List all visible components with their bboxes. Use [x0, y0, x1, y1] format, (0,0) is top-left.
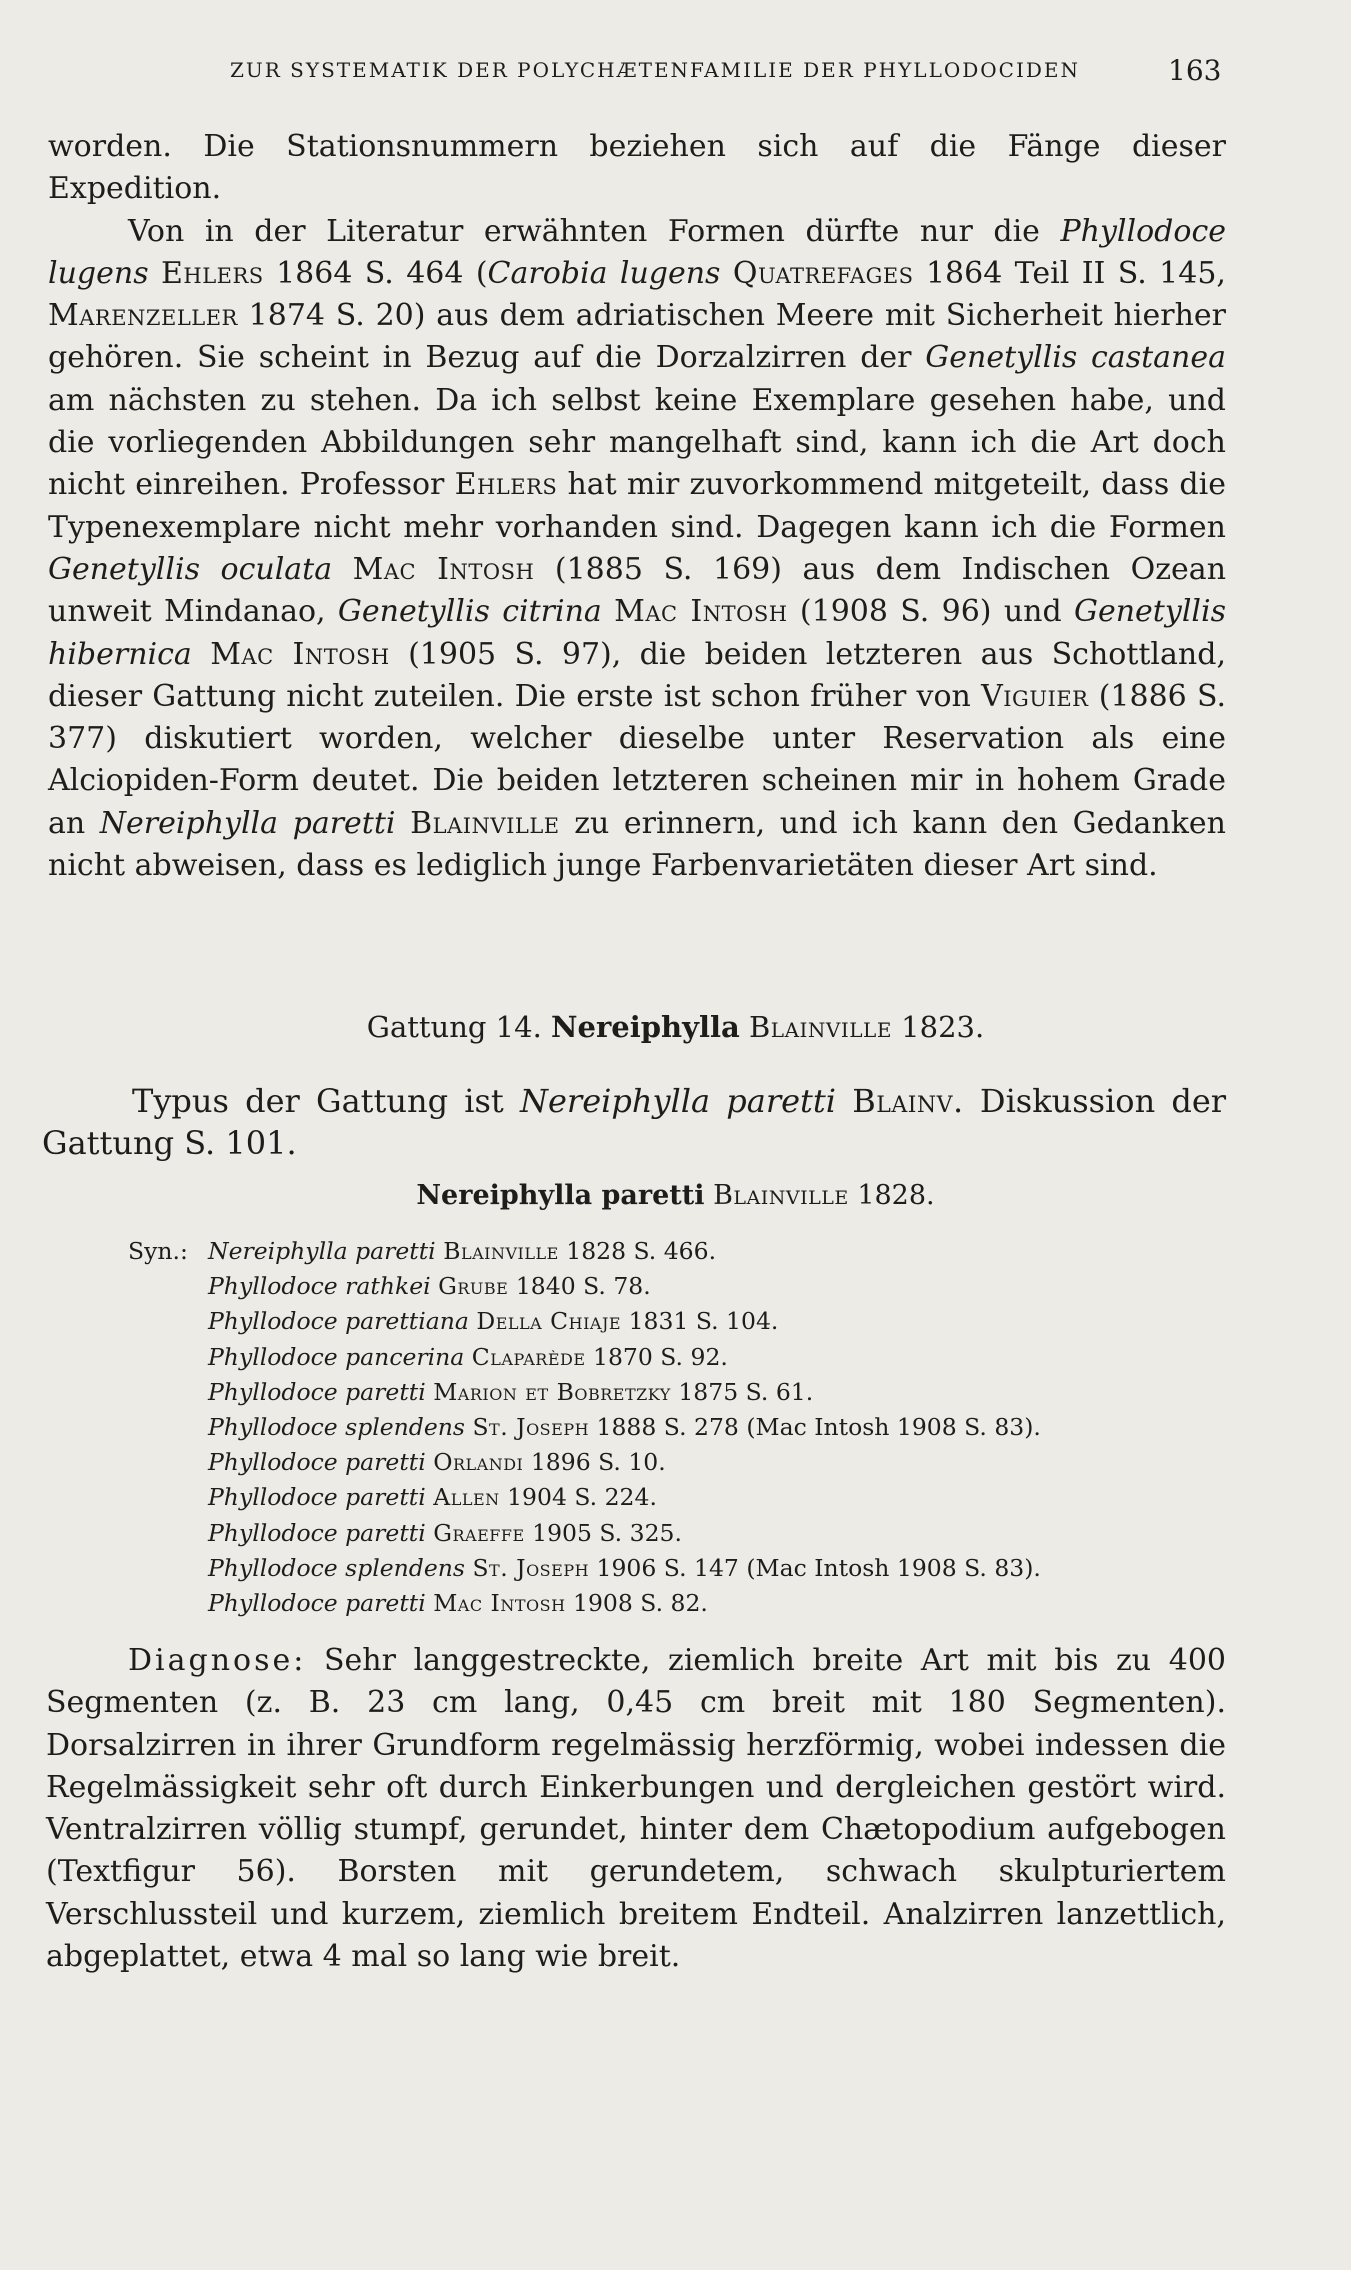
reference: 1896 S. 10. — [530, 1448, 666, 1477]
species-name: Phyllodoce paretti — [208, 1448, 426, 1477]
text-run: zu erinnern, und ich kann den Gedanken nicht abweisen, dass es lediglich junge Farbenvarietäten dieser Art sind. — [48, 805, 1226, 884]
text-run: 1864 Teil II S. 145, — [925, 255, 1226, 291]
synonym-entry — [128, 1480, 1228, 1515]
species-name: Phyllodoce splendens — [208, 1413, 465, 1442]
text-run: hat mir zuvorkommend mitgeteilt, dass die Typenexemplare nicht mehr vorhanden sind. Dagegen kann ich die Formen — [48, 467, 1226, 545]
synonym-label: Syn.: — [128, 1237, 188, 1265]
synonym-list — [128, 1234, 1228, 1621]
synonym-entry — [128, 1269, 1228, 1304]
author-name: St. Joseph — [472, 1553, 590, 1582]
species-name: Phyllodoce parettiana — [208, 1307, 469, 1336]
synonym-entry — [128, 1340, 1228, 1375]
author-name: Blainville — [410, 805, 560, 841]
genus-number: Gattung 14. — [366, 1010, 542, 1044]
species-name: Phyllodoce pancerina — [208, 1342, 465, 1371]
page-number: 163 — [1168, 54, 1222, 87]
text-run: Von in der Literatur erwähnten Formen dürfte nur die — [128, 213, 1040, 249]
author-name: Grube — [438, 1272, 509, 1301]
body-text — [48, 126, 1226, 887]
species-name: Phyllodoce paretti — [208, 1589, 426, 1618]
species-name: Genetyllis oculata — [48, 551, 333, 587]
reference: 1906 S. 147 (Mac Intosh 1908 S. 83). — [596, 1553, 1041, 1582]
synonym-entry — [128, 1445, 1228, 1480]
author-name: Quatrefages — [732, 255, 914, 291]
species-name: Nereiphylla paretti — [208, 1237, 436, 1265]
synonym-entry — [128, 1551, 1228, 1586]
reference: 1831 S. 104. — [628, 1307, 779, 1336]
text-run: (1885 S. 169) aus dem Indischen Ozean unweit Mindanao, — [48, 551, 1227, 630]
reference: 1888 S. 278 (Mac Intosh 1908 S. 83). — [596, 1413, 1041, 1442]
author-name: Graeffe — [433, 1518, 525, 1547]
author-name: Marenzeller — [48, 298, 238, 334]
diagnosis-paragraph — [46, 1640, 1226, 1978]
author-name: Mac Intosh — [352, 551, 535, 587]
species-name: Nereiphylla paretti — [99, 805, 396, 841]
species-name: Genetyllis castanea — [925, 340, 1226, 376]
species-name: Phyllodoce paretti — [208, 1518, 426, 1547]
author-name: Mac Intosh — [433, 1589, 566, 1618]
species-name: Phyllodoce lugens — [48, 213, 1226, 291]
species-name: Phyllodoce rathkei — [208, 1272, 431, 1301]
species-name: Genetyllis citrina — [337, 594, 602, 630]
synonym-entry — [128, 1410, 1228, 1445]
author-name: Marion et Bobretzky — [433, 1377, 671, 1406]
diagnosis-label: Diagnose: — [128, 1643, 307, 1678]
text-run: (1905 S. 97), die beiden letzteren aus Schottland, dieser Gattung nicht zuteilen. Die erste ist schon früher von — [48, 636, 1226, 714]
reference: 1828 S. 466. — [566, 1237, 717, 1265]
author-name: Ehlers — [454, 467, 558, 503]
year: 1823. — [901, 1010, 985, 1044]
species-name: Phyllodoce paretti — [208, 1377, 426, 1406]
paragraph-2 — [48, 211, 1226, 888]
author-name: Blainv. — [852, 1082, 964, 1120]
author-name: Blainville — [749, 1010, 892, 1044]
text-run: Diskussion der Gattung S. 101. — [42, 1082, 1227, 1162]
reference: 1875 S. 61. — [678, 1377, 814, 1406]
species-name: Phyllodoce splendens — [208, 1553, 465, 1582]
species-name: Phyllodoce paretti — [208, 1483, 426, 1512]
author-name: St. Joseph — [472, 1413, 590, 1442]
author-name: Blainville — [443, 1237, 559, 1265]
species-name: Nereiphylla paretti — [416, 1180, 705, 1211]
text-run: 1874 S. 20) aus dem adriatischen Meere mit Sicherheit hierher gehören. Sie scheint in Bezug auf die Dorzalzirren der — [48, 298, 1226, 376]
text-run: (1908 S. 96) und — [799, 594, 1062, 630]
reference: 1840 S. 78. — [515, 1272, 651, 1301]
author-name: Allen — [433, 1483, 500, 1512]
reference: 1908 S. 82. — [573, 1589, 708, 1618]
species-name: Nereiphylla paretti — [519, 1082, 837, 1120]
genus-heading — [0, 1010, 1351, 1044]
text-run: Typus der Gattung ist — [132, 1082, 504, 1120]
running-head: ZUR SYSTEMATIK DER POLYCHÆTENFAMILIE DER PHYLLODOCIDEN — [230, 58, 1081, 82]
reference: 1870 S. 92. — [593, 1342, 728, 1371]
species-name: Genetyllis hibernica — [48, 594, 1226, 672]
text-run: 1864 S. 464 ( — [276, 255, 488, 291]
year: 1828. — [857, 1180, 935, 1211]
author-name: Orlandi — [433, 1448, 524, 1477]
author-name: Mac Intosh — [210, 636, 390, 672]
reference: 1904 S. 224. — [507, 1483, 657, 1512]
synonym-entry — [128, 1304, 1228, 1339]
species-name: Carobia lugens — [487, 255, 721, 291]
reference: 1905 S. 325. — [532, 1518, 682, 1547]
synonym-entry — [128, 1516, 1228, 1551]
paragraph-1: worden. Die Stationsnummern beziehen sich auf die Fänge dieser Expedition. — [48, 129, 1226, 207]
author-name: Mac Intosh — [614, 594, 788, 630]
text-run: am nächsten zu stehen. Da ich selbst keine Exemplare gesehen habe, und die vorliegenden Abbildungen sehr mangelhaft sind, kann ich die Art doch nicht einreihen. Professor — [48, 382, 1226, 503]
genus-name: Nereiphylla — [551, 1010, 740, 1044]
synonym-entry — [128, 1375, 1228, 1410]
synonym-entry — [128, 1586, 1228, 1621]
text-run: (1886 S. 377) diskutiert worden, welcher dieselbe unter Reservation als eine Alciopiden-Form deutet. Die beiden letzteren scheinen mir in hohem Grade an — [48, 678, 1226, 841]
author-name: Claparède — [471, 1342, 586, 1371]
author-name: Ehlers — [160, 255, 264, 291]
diagnosis-text: Sehr langgestreckte, ziemlich breite Art mit bis zu 400 Segmenten (z. B. 23 cm lang, 0,45 cm breit mit 180 Segmenten). Dorsalzirren in ihrer Grundform regelmässig herzförmig, wobei indessen die Regelmässigkeit sehr oft durch Einkerbungen und dergleichen gestört wird. Ventralzirren völlig stumpf, gerundet, hinter dem Chætopodium aufgebogen (Textfigur 56). Borsten mit gerundetem, schwach skulpturiertem Verschlussteil und kurzem, ziemlich breitem Endteil. Analzirren lanzettlich, abgeplattet, etwa 4 mal so lang wie breit. — [46, 1643, 1226, 1975]
author-name: Viguier — [981, 678, 1089, 714]
synonym-entry — [128, 1234, 1228, 1269]
author-name: Blainville — [713, 1180, 849, 1211]
author-name: Della Chiaje — [476, 1307, 622, 1336]
species-heading — [0, 1180, 1351, 1211]
typus-paragraph — [42, 1080, 1226, 1164]
